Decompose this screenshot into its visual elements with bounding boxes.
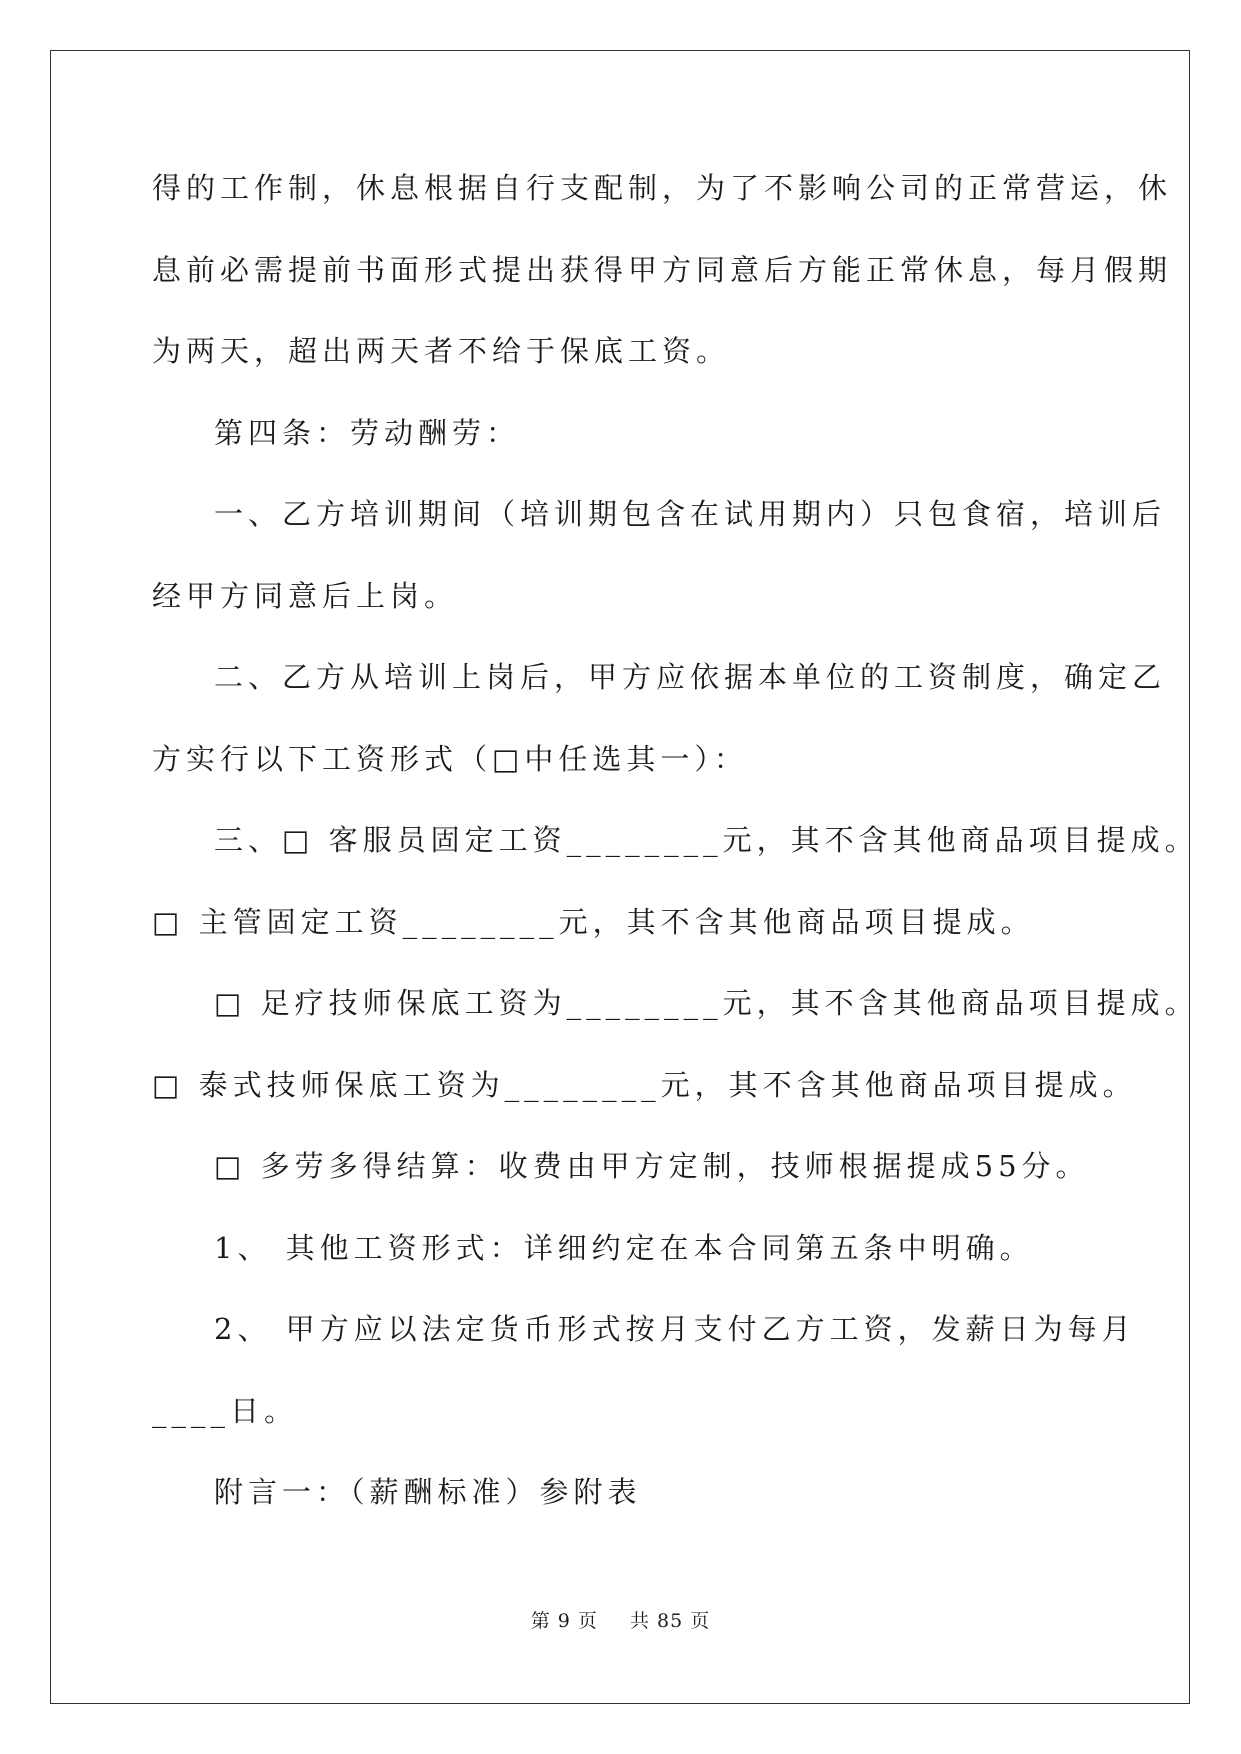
page-total: 共 85 页 (630, 1610, 711, 1632)
paragraph-line: ____日。 (152, 1393, 299, 1428)
document-body (152, 166, 1199, 1552)
page-footer (0, 1606, 1241, 1633)
salary-option-line: 三、□ 客服员固定工资________元，其不含其他商品项目提成。 (214, 823, 1199, 857)
paragraph-line: 息前必需提前书面形式提出获得甲方同意后方能正常休息，每月假期 (152, 252, 1173, 287)
article-heading: 第四条：劳动酬劳： (214, 415, 521, 450)
numbered-clause: 2、 甲方应以法定货币形式按月支付乙方工资，发薪日为每月 (214, 1312, 1136, 1346)
paragraph-line: 为两天，超出两天者不给于保底工资。 (152, 334, 731, 368)
paragraph-line: 二、乙方从培训上岗后，甲方应依据本单位的工资制度，确定乙 (214, 660, 1167, 694)
salary-option-line: □ 主管固定工资________元，其不含其他商品项目提成。 (152, 904, 1035, 939)
page-number: 第 9 页 (530, 1610, 598, 1632)
salary-option-line: □ 足疗技师保底工资为________元，其不含其他商品项目提成。 (214, 986, 1199, 1020)
salary-option-line: □ 多劳多得结算：收费由甲方定制，技师根据提成55分。 (214, 1149, 1090, 1183)
salary-option-line: □ 泰式技师保底工资为________元，其不含其他商品项目提成。 (152, 1067, 1137, 1102)
paragraph-line: 经甲方同意后上岗。 (152, 578, 459, 613)
paragraph-line: 一、乙方培训期间（培训期包含在试用期内）只包食宿，培训后 (214, 497, 1167, 531)
paragraph-line: 方实行以下工资形式（□中任选其一）： (152, 741, 748, 776)
paragraph-line: 得的工作制，休息根据自行支配制，为了不影响公司的正常营运，休 (152, 171, 1173, 205)
numbered-clause: 1、 其他工资形式：详细约定在本合同第五条中明确。 (214, 1230, 1034, 1265)
appendix-note: 附言一：（薪酬标准）参附表 (214, 1475, 642, 1509)
